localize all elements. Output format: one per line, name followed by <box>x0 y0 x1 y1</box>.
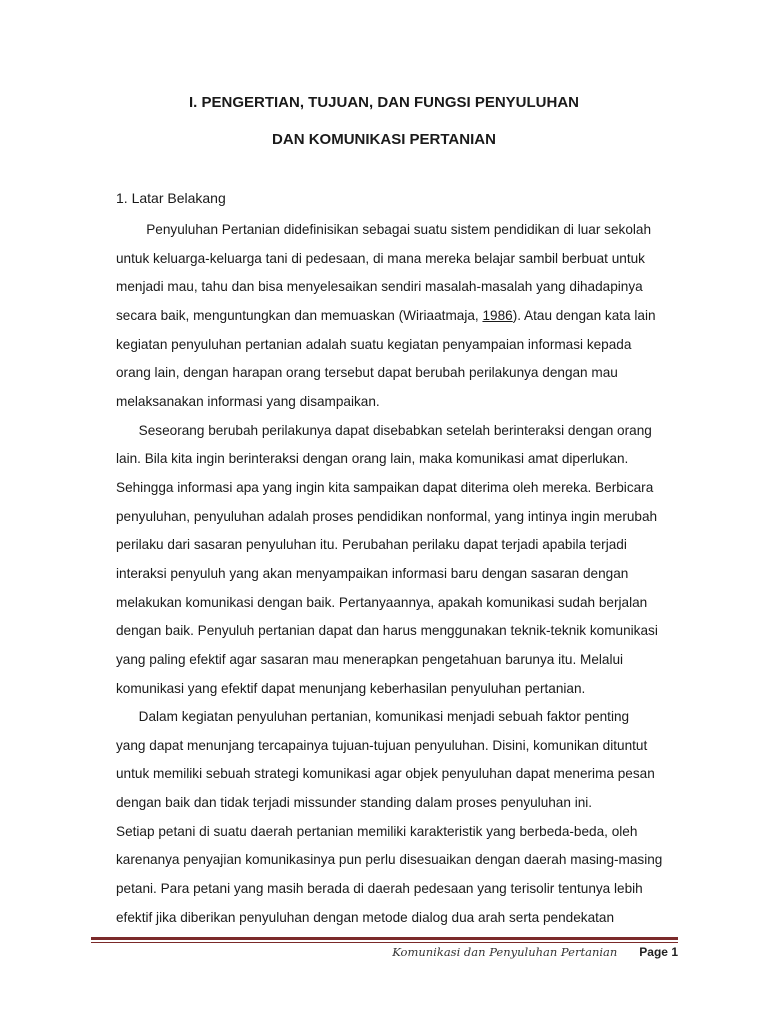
section-heading: 1. Latar Belakang <box>116 190 226 206</box>
text-line: Penyuluhan Pertanian didefinisikan sebagai suatu sistem pendidikan di luar sekolah <box>116 222 652 237</box>
footer-course-title: Komunikasi dan Penyuluhan Pertanian <box>392 945 618 959</box>
footer-rule-thick <box>91 937 678 940</box>
text-line: Seseorang berubah perilakunya dapat disebabkan setelah berinteraksi dengan orang <box>116 422 652 438</box>
text-line: lain. Bila kita ingin berinteraksi dengan orang lain, maka komunikasi amat diperlukan. <box>116 451 629 467</box>
text-line: karenanya penyajian komunikasinya pun perlu disesuaikan dengan daerah masing-masing <box>116 852 663 868</box>
text-line: Sehingga informasi apa yang ingin kita sampaikan dapat diterima oleh mereka. Berbicara <box>116 479 654 495</box>
text-line: kegiatan penyuluhan pertanian adalah suatu kegiatan penyampaian informasi kepada <box>116 336 632 352</box>
text-line: untuk memiliki sebuah strategi komunikasi agar objek penyuluhan dapat menerima pesan <box>116 766 655 782</box>
text-line: Setiap petani di suatu daerah pertanian memiliki karakteristik yang berbeda-beda, oleh <box>116 823 638 839</box>
text-line: komunikasi yang efektif dapat menunjang keberhasilan penyuluhan pertanian. <box>116 680 586 696</box>
body-text <box>116 216 676 932</box>
text-line: untuk keluarga-keluarga tani di pedesaan, di mana mereka belajar sambil berbuat untuk <box>116 250 645 266</box>
page-number: Page 1 <box>639 945 678 959</box>
chapter-title-line-2: DAN KOMUNIKASI PERTANIAN <box>272 131 496 148</box>
text-line: dengan baik. Penyuluh pertanian dapat dan harus menggunakan teknik-teknik komunikasi <box>116 623 658 639</box>
text-line: menjadi mau, tahu dan bisa menyelesaikan sendiri masalah-masalah yang dihadapinya <box>116 279 643 295</box>
text-line: yang dapat menunjang tercapainya tujuan-tujuan penyuluhan. Disini, komunikan dituntut <box>116 737 648 753</box>
chapter-title-line-1: I. PENGERTIAN, TUJUAN, DAN FUNGSI PENYULUHAN <box>188 94 580 111</box>
citation-prefix: secara baik, menguntungkan dan memuaskan (Wiriaatmaja, <box>116 307 483 323</box>
text-line: yang paling efektif agar sasaran mau menerapkan pengetahuan barunya itu. Melalui <box>116 651 624 667</box>
text-line: perilaku dari sasaran penyuluhan itu. Perubahan perilaku dapat terjadi apabila terjadi <box>116 537 627 553</box>
text-line: efektif jika diberikan penyuluhan dengan metode dialog dua arah serta pendekatan <box>116 909 615 925</box>
text-line: Dalam kegiatan penyuluhan pertanian, komunikasi menjadi sebuah faktor penting <box>116 709 630 725</box>
text-line-with-citation <box>116 302 676 331</box>
text-line: dengan baik dan tidak terjadi missunder standing dalam proses penyuluhan ini. <box>116 795 593 811</box>
page-footer <box>392 945 678 959</box>
text-line: penyuluhan, penyuluhan adalah proses pendidikan nonformal, yang intinya ingin merubah <box>116 508 658 524</box>
citation-year: 1986 <box>482 307 513 323</box>
text-line: melakukan komunikasi dengan baik. Pertanyaannya, apakah komunikasi sudah berjalan <box>116 594 648 610</box>
citation-suffix: ). Atau dengan kata lain <box>512 307 656 323</box>
footer-rule-thin <box>91 942 678 943</box>
text-line: interaksi penyuluh yang akan menyampaikan informasi baru dengan sasaran dengan <box>116 565 629 581</box>
text-line: orang lain, dengan harapan orang tersebut dapat berubah perilakunya dengan mau <box>116 365 618 381</box>
text-line: petani. Para petani yang masih berada di daerah pedesaan yang terisolir tentunya lebih <box>116 881 643 897</box>
text-line: melaksanakan informasi yang disampaikan. <box>116 393 380 409</box>
